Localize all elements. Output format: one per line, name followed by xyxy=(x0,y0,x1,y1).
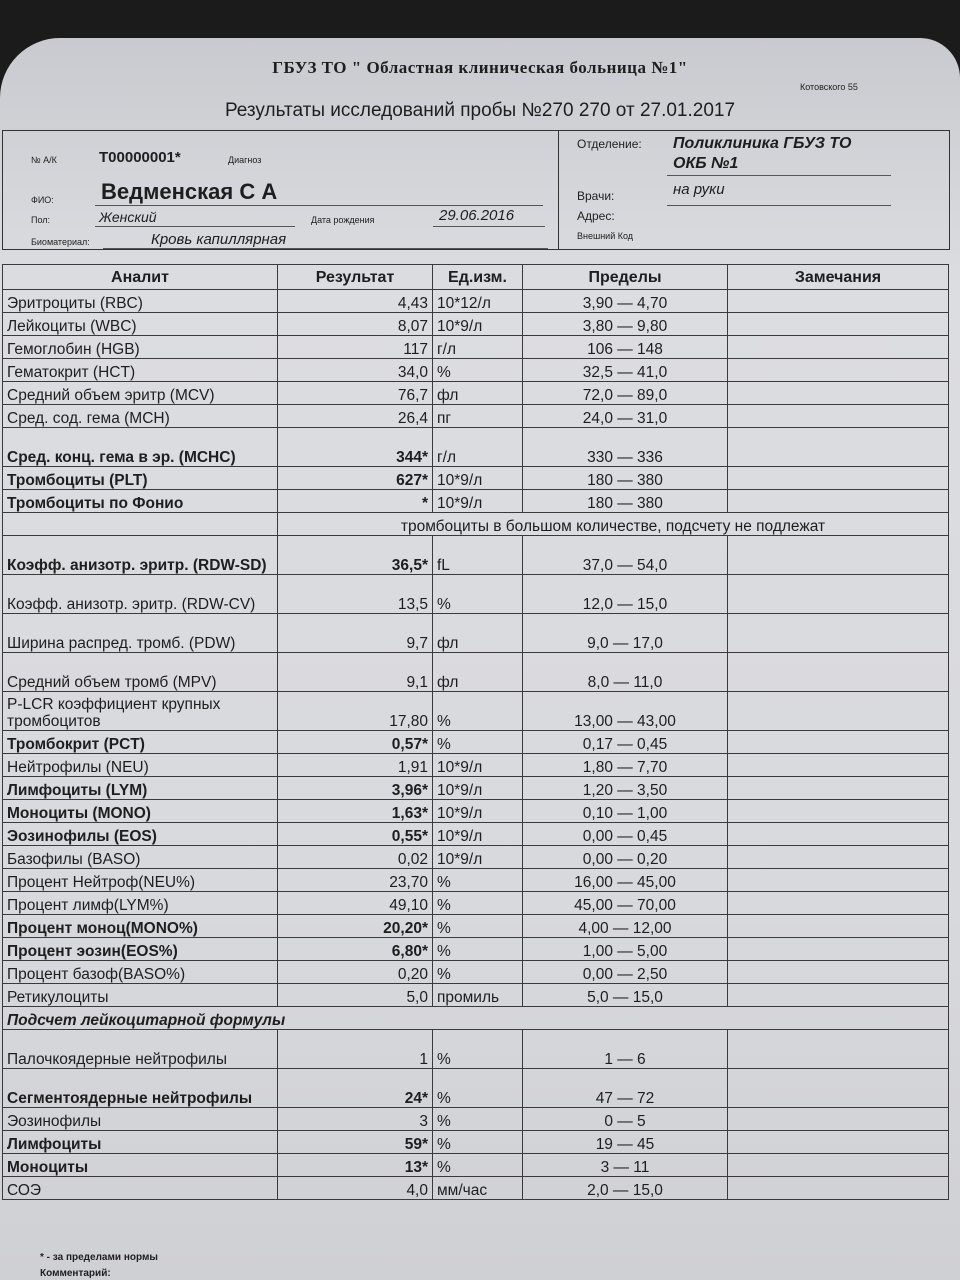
dob-label: Дата рождения xyxy=(311,215,375,225)
analyte-cell: Сред. конц. гема в эр. (MCHC) xyxy=(3,428,278,467)
remarks-cell xyxy=(728,382,949,405)
remarks-cell xyxy=(728,754,949,777)
analyte-cell: Тромбоциты (PLT) xyxy=(3,467,278,490)
section-row xyxy=(3,1007,949,1030)
results-table xyxy=(2,264,949,1200)
limits-cell: 1,20 — 3,50 xyxy=(523,777,728,800)
unit-cell: 10*9/л xyxy=(433,754,523,777)
limits-cell: 2,0 — 15,0 xyxy=(523,1177,728,1200)
limits-cell: 3,90 — 4,70 xyxy=(523,290,728,313)
remarks-cell xyxy=(728,692,949,731)
result-cell: 3,96* xyxy=(278,777,433,800)
analyte-cell: Процент Нейтроф(NEU%) xyxy=(3,869,278,892)
limits-cell: 1,00 — 5,00 xyxy=(523,938,728,961)
col-limits: Пределы xyxy=(523,265,728,290)
result-cell: 1,91 xyxy=(278,754,433,777)
col-result: Результат xyxy=(278,265,433,290)
results-body xyxy=(3,290,949,1200)
table-row xyxy=(3,428,949,467)
doctors-underline xyxy=(667,205,891,206)
unit-cell: % xyxy=(433,1069,523,1108)
analyte-cell: Нейтрофилы (NEU) xyxy=(3,754,278,777)
analyte-cell: Коэфф. анизотр. эритр. (RDW-SD) xyxy=(3,536,278,575)
table-row xyxy=(3,614,949,653)
table-row xyxy=(3,692,949,731)
analyte-cell: Лейкоциты (WBC) xyxy=(3,313,278,336)
result-cell: 5,0 xyxy=(278,984,433,1007)
table-row xyxy=(3,1069,949,1108)
department-value-1: Поликлиника ГБУЗ ТО xyxy=(673,135,852,152)
remarks-cell xyxy=(728,731,949,754)
result-cell: 0,55* xyxy=(278,823,433,846)
limits-cell: 9,0 — 17,0 xyxy=(523,614,728,653)
sex-value: Женский xyxy=(99,209,157,225)
remarks-cell xyxy=(728,290,949,313)
result-cell: 36,5* xyxy=(278,536,433,575)
result-cell: * xyxy=(278,490,433,513)
analyte-cell: Лимфоциты xyxy=(3,1131,278,1154)
patient-info xyxy=(3,131,559,249)
unit-cell: фл xyxy=(433,382,523,405)
analyte-cell: Эозинофилы xyxy=(3,1108,278,1131)
remarks-cell xyxy=(728,614,949,653)
limits-cell: 8,0 — 11,0 xyxy=(523,653,728,692)
remarks-cell xyxy=(728,961,949,984)
analyte-cell: Процент эозин(EOS%) xyxy=(3,938,278,961)
table-row xyxy=(3,1177,949,1200)
department-underline xyxy=(667,175,891,176)
result-cell: 8,07 xyxy=(278,313,433,336)
result-cell: 20,20* xyxy=(278,915,433,938)
unit-cell: 10*9/л xyxy=(433,490,523,513)
comment-label: Комментарий: xyxy=(40,1268,111,1279)
analyte-cell: Базофилы (BASO) xyxy=(3,846,278,869)
fio-label: ФИО: xyxy=(31,195,54,205)
limits-cell: 3 — 11 xyxy=(523,1154,728,1177)
result-cell: 1 xyxy=(278,1030,433,1069)
unit-cell: 10*9/л xyxy=(433,467,523,490)
limits-cell: 3,80 — 9,80 xyxy=(523,313,728,336)
limits-cell: 0 — 5 xyxy=(523,1108,728,1131)
address-label: Адрес: xyxy=(577,209,615,223)
result-cell: 627* xyxy=(278,467,433,490)
department-label: Отделение: xyxy=(577,137,642,151)
table-header-row xyxy=(3,265,949,290)
unit-cell: г/л xyxy=(433,336,523,359)
analyte-cell: Гематокрит (HCT) xyxy=(3,359,278,382)
analyte-cell: Ретикулоциты xyxy=(3,984,278,1007)
limits-cell: 16,00 — 45,00 xyxy=(523,869,728,892)
limits-cell: 1 — 6 xyxy=(523,1030,728,1069)
limits-cell: 0,17 — 0,45 xyxy=(523,731,728,754)
result-cell: 49,10 xyxy=(278,892,433,915)
table-row xyxy=(3,313,949,336)
unit-cell: фл xyxy=(433,653,523,692)
analyte-cell: Ширина распред. тромб. (PDW) xyxy=(3,614,278,653)
analyte-cell: Процент моноц(MONO%) xyxy=(3,915,278,938)
limits-cell: 4,00 — 12,00 xyxy=(523,915,728,938)
table-note: тромбоциты в большом количестве, подсчету не подлежат xyxy=(278,513,949,536)
table-row xyxy=(3,490,949,513)
limits-cell: 72,0 — 89,0 xyxy=(523,382,728,405)
analyte-cell: Сред. сод. гема (MCH) xyxy=(3,405,278,428)
unit-cell: 10*12/л xyxy=(433,290,523,313)
remarks-cell xyxy=(728,823,949,846)
unit-cell: промиль xyxy=(433,984,523,1007)
result-cell: 59* xyxy=(278,1131,433,1154)
table-row xyxy=(3,467,949,490)
result-cell: 13,5 xyxy=(278,575,433,614)
analyte-cell: Эозинофилы (EOS) xyxy=(3,823,278,846)
unit-cell: % xyxy=(433,869,523,892)
unit-cell: 10*9/л xyxy=(433,777,523,800)
col-analyte: Аналит xyxy=(3,265,278,290)
sex-label: Пол: xyxy=(31,215,51,225)
patient-header xyxy=(2,130,950,250)
unit-cell: % xyxy=(433,359,523,382)
table-row xyxy=(3,336,949,359)
remarks-cell xyxy=(728,405,949,428)
result-cell: 344* xyxy=(278,428,433,467)
table-row xyxy=(3,731,949,754)
table-row xyxy=(3,290,949,313)
note-spacer xyxy=(3,513,278,536)
remarks-cell xyxy=(728,1030,949,1069)
result-cell: 23,70 xyxy=(278,869,433,892)
unit-cell: 10*9/л xyxy=(433,313,523,336)
unit-cell: % xyxy=(433,575,523,614)
result-cell: 117 xyxy=(278,336,433,359)
limits-cell: 45,00 — 70,00 xyxy=(523,892,728,915)
analyte-cell: Эритроциты (RBC) xyxy=(3,290,278,313)
result-cell: 26,4 xyxy=(278,405,433,428)
analyte-cell: Процент базоф(BASO%) xyxy=(3,961,278,984)
result-cell: 4,0 xyxy=(278,1177,433,1200)
remarks-cell xyxy=(728,938,949,961)
table-row xyxy=(3,892,949,915)
unit-cell: пг xyxy=(433,405,523,428)
remarks-cell xyxy=(728,1177,949,1200)
col-remarks: Замечания xyxy=(728,265,949,290)
analyte-cell: Тромбоциты по Фонио xyxy=(3,490,278,513)
out-of-range-legend: * - за пределами нормы xyxy=(40,1252,158,1263)
col-unit: Ед.изм. xyxy=(433,265,523,290)
result-cell: 1,63* xyxy=(278,800,433,823)
limits-cell: 1,80 — 7,70 xyxy=(523,754,728,777)
result-cell: 34,0 xyxy=(278,359,433,382)
analyte-cell: Моноциты (MONO) xyxy=(3,800,278,823)
unit-cell: 10*9/л xyxy=(433,846,523,869)
analyte-cell: Средний объем тромб (MPV) xyxy=(3,653,278,692)
limits-cell: 180 — 380 xyxy=(523,467,728,490)
remarks-cell xyxy=(728,846,949,869)
remarks-cell xyxy=(728,1108,949,1131)
result-cell: 4,43 xyxy=(278,290,433,313)
doctors-value: на руки xyxy=(673,181,725,198)
table-row xyxy=(3,1131,949,1154)
doctors-label: Врачи: xyxy=(577,189,615,203)
dob-value: 29.06.2016 xyxy=(439,207,515,224)
name-underline xyxy=(95,205,543,206)
analyte-cell: Средний объем эритр (MCV) xyxy=(3,382,278,405)
result-cell: 13* xyxy=(278,1154,433,1177)
diagnosis-label: Диагноз xyxy=(228,155,262,165)
hospital-name: ГБУЗ ТО " Областная клиническая больница №1" xyxy=(272,58,688,77)
remarks-cell xyxy=(728,1154,949,1177)
remarks-cell xyxy=(728,490,949,513)
table-row xyxy=(3,1154,949,1177)
remarks-cell xyxy=(728,984,949,1007)
table-row xyxy=(3,777,949,800)
result-cell: 3 xyxy=(278,1108,433,1131)
result-cell: 0,02 xyxy=(278,846,433,869)
table-row xyxy=(3,961,949,984)
limits-cell: 0,00 — 0,20 xyxy=(523,846,728,869)
dob-underline xyxy=(433,226,545,227)
limits-cell: 12,0 — 15,0 xyxy=(523,575,728,614)
result-cell: 17,80 xyxy=(278,692,433,731)
analyte-cell: Тромбокрит (PCT) xyxy=(3,731,278,754)
unit-cell: % xyxy=(433,938,523,961)
analyte-cell: Коэфф. анизотр. эритр. (RDW-CV) xyxy=(3,575,278,614)
report-title: Результаты исследований пробы №270 270 от 27.01.2017 xyxy=(224,100,736,121)
limits-cell: 0,10 — 1,00 xyxy=(523,800,728,823)
remarks-cell xyxy=(728,869,949,892)
table-row xyxy=(3,938,949,961)
table-row xyxy=(3,575,949,614)
limits-cell: 37,0 — 54,0 xyxy=(523,536,728,575)
remarks-cell xyxy=(728,467,949,490)
note-row xyxy=(3,513,949,536)
unit-cell: % xyxy=(433,731,523,754)
unit-cell: % xyxy=(433,961,523,984)
unit-cell: г/л xyxy=(433,428,523,467)
remarks-cell xyxy=(728,1069,949,1108)
table-row xyxy=(3,1030,949,1069)
unit-cell: 10*9/л xyxy=(433,823,523,846)
limits-cell: 19 — 45 xyxy=(523,1131,728,1154)
remarks-cell xyxy=(728,915,949,938)
analyte-cell: Гемоглобин (HGB) xyxy=(3,336,278,359)
hospital-address: Котовского 55 xyxy=(800,82,858,92)
table-row xyxy=(3,1108,949,1131)
limits-cell: 106 — 148 xyxy=(523,336,728,359)
remarks-cell xyxy=(728,313,949,336)
analyte-cell: P-LCR коэффициент крупных тромбоцитов xyxy=(3,692,278,731)
table-row xyxy=(3,823,949,846)
card-label: № А/К xyxy=(31,155,57,165)
limits-cell: 5,0 — 15,0 xyxy=(523,984,728,1007)
patient-name: Ведменская С А xyxy=(101,179,278,204)
remarks-cell xyxy=(728,1131,949,1154)
result-cell: 76,7 xyxy=(278,382,433,405)
limits-cell: 330 — 336 xyxy=(523,428,728,467)
table-row xyxy=(3,382,949,405)
table-row xyxy=(3,653,949,692)
table-row xyxy=(3,359,949,382)
biomaterial-label: Биоматериал: xyxy=(31,237,90,247)
analyte-cell: СОЭ xyxy=(3,1177,278,1200)
unit-cell: % xyxy=(433,692,523,731)
table-row xyxy=(3,869,949,892)
department-value-2: ОКБ №1 xyxy=(673,155,739,172)
limits-cell: 0,00 — 2,50 xyxy=(523,961,728,984)
remarks-cell xyxy=(728,359,949,382)
unit-cell: % xyxy=(433,915,523,938)
unit-cell: 10*9/л xyxy=(433,800,523,823)
result-cell: 0,57* xyxy=(278,731,433,754)
remarks-cell xyxy=(728,653,949,692)
result-cell: 24* xyxy=(278,1069,433,1108)
remarks-cell xyxy=(728,575,949,614)
biomaterial-value: Кровь капиллярная xyxy=(151,231,287,248)
limits-cell: 24,0 — 31,0 xyxy=(523,405,728,428)
section-title: Подсчет лейкоцитарной формулы xyxy=(3,1007,949,1030)
unit-cell: % xyxy=(433,892,523,915)
card-number: Т00000001* xyxy=(99,149,181,166)
table-row xyxy=(3,984,949,1007)
remarks-cell xyxy=(728,336,949,359)
unit-cell: фл xyxy=(433,614,523,653)
remarks-cell xyxy=(728,536,949,575)
table-row xyxy=(3,405,949,428)
remarks-cell xyxy=(728,777,949,800)
result-cell: 9,1 xyxy=(278,653,433,692)
result-cell: 6,80* xyxy=(278,938,433,961)
limits-cell: 13,00 — 43,00 xyxy=(523,692,728,731)
remarks-cell xyxy=(728,428,949,467)
analyte-cell: Процент лимф(LYM%) xyxy=(3,892,278,915)
sex-underline xyxy=(95,226,295,227)
external-code-label: Внешний Код xyxy=(577,231,634,241)
remarks-cell xyxy=(728,892,949,915)
table-row xyxy=(3,536,949,575)
table-row xyxy=(3,915,949,938)
result-cell: 0,20 xyxy=(278,961,433,984)
table-row xyxy=(3,800,949,823)
biomaterial-underline xyxy=(103,248,548,249)
table-row xyxy=(3,846,949,869)
limits-cell: 0,00 — 0,45 xyxy=(523,823,728,846)
table-row xyxy=(3,754,949,777)
analyte-cell: Моноциты xyxy=(3,1154,278,1177)
unit-cell: % xyxy=(433,1154,523,1177)
analyte-cell: Лимфоциты (LYM) xyxy=(3,777,278,800)
analyte-cell: Сегментоядерные нейтрофилы xyxy=(3,1069,278,1108)
unit-cell: fL xyxy=(433,536,523,575)
remarks-cell xyxy=(728,800,949,823)
unit-cell: % xyxy=(433,1108,523,1131)
limits-cell: 47 — 72 xyxy=(523,1069,728,1108)
result-cell: 9,7 xyxy=(278,614,433,653)
unit-cell: мм/час xyxy=(433,1177,523,1200)
unit-cell: % xyxy=(433,1030,523,1069)
analyte-cell: Палочкоядерные нейтрофилы xyxy=(3,1030,278,1069)
limits-cell: 32,5 — 41,0 xyxy=(523,359,728,382)
unit-cell: % xyxy=(433,1131,523,1154)
limits-cell: 180 — 380 xyxy=(523,490,728,513)
